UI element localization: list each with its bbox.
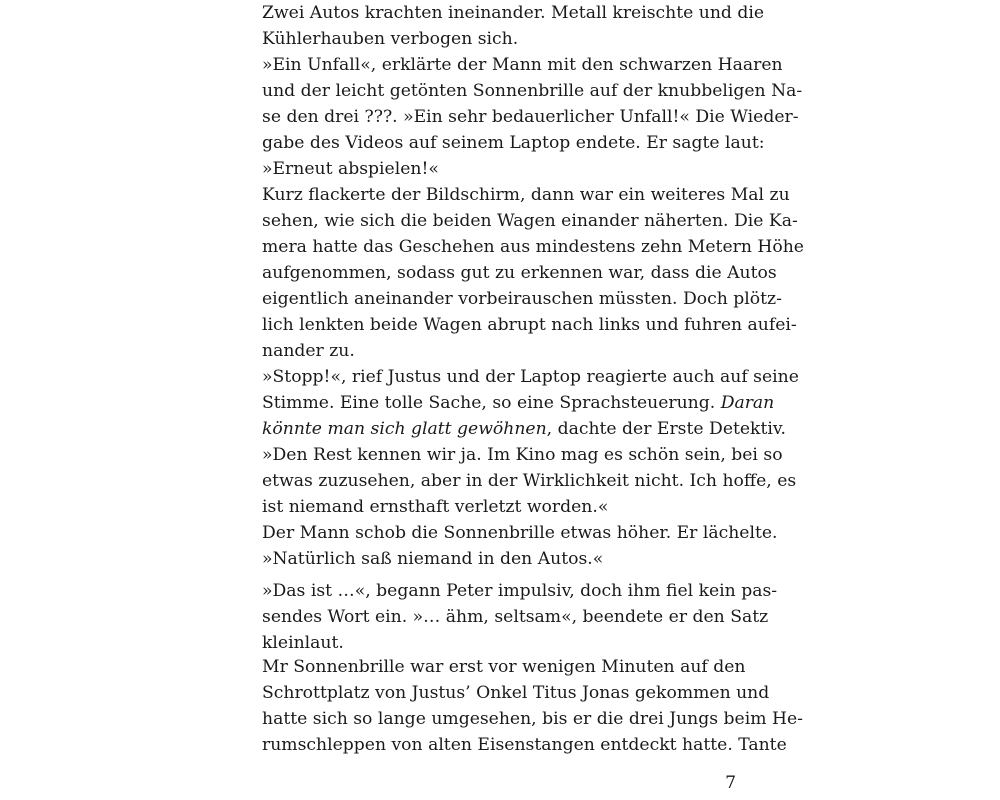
line-text: und der leicht getönten Sonnenbrille auf der knubbeligen Na-	[262, 81, 803, 101]
italic-text: könnte man sich glatt gewöhnen	[262, 419, 547, 439]
line-text: »Ein Unfall«, erklärte der Mann mit den schwarzen Haaren	[262, 55, 783, 75]
text-line	[262, 260, 777, 286]
line-text: Schrottplatz von Justus’ Onkel Titus Jonas gekommen und	[262, 683, 770, 703]
text-line	[262, 442, 783, 468]
text-line	[262, 182, 790, 208]
text-line	[262, 494, 736, 520]
line-text: »Natürlich saß niemand in den Autos.«	[262, 549, 604, 569]
text-line	[262, 26, 736, 52]
text-line	[262, 390, 775, 416]
text-line	[262, 654, 746, 680]
line-text: etwas zuzusehen, aber in der Wirklichkeit nicht. Ich hoffe, es	[262, 471, 797, 491]
line-text: Kühlerhauben verbogen sich.	[262, 29, 519, 49]
line-text: Zwei Autos krachten ineinander. Metall kreischte und die	[262, 3, 765, 23]
text-line	[262, 52, 783, 78]
line-text: »Das ist …«, begann Peter impulsiv, doch ihm fiel kein pas-	[262, 581, 778, 601]
line-text: »Stopp!«, rief Justus und der Laptop reagierte auch auf seine	[262, 367, 799, 387]
line-text: ist niemand ernsthaft verletzt worden.«	[262, 497, 609, 517]
text-line	[262, 416, 787, 442]
text-line	[262, 156, 736, 182]
italic-text: Daran	[720, 393, 775, 413]
page-number: 7	[725, 773, 736, 793]
text-line	[262, 680, 770, 706]
text-line	[262, 130, 765, 156]
text-line	[262, 706, 803, 732]
line-text: »Erneut abspielen!«	[262, 159, 439, 179]
line-text: gabe des Videos auf seinem Laptop endete. Er sagte laut:	[262, 133, 765, 153]
text-line	[262, 546, 736, 572]
line-text: rumschleppen von alten Eisenstangen entdeckt hatte. Tante	[262, 735, 787, 755]
line-text: lich lenkten beide Wagen abrupt nach links und fuhren aufei-	[262, 315, 797, 335]
line-text: Stimme. Eine tolle Sache, so eine Sprachsteuerung.	[262, 393, 721, 413]
line-text: Der Mann schob die Sonnenbrille etwas höher. Er lächelte.	[262, 523, 778, 543]
line-text: se den drei ???. »Ein sehr bedauerlicher Unfall!« Die Wieder-	[262, 107, 799, 127]
text-line	[262, 208, 798, 234]
text-line	[262, 732, 787, 758]
text-line	[262, 312, 797, 338]
text-line	[262, 630, 736, 656]
line-text: hatte sich so lange umgesehen, bis er die drei Jungs beim He-	[262, 709, 803, 729]
text-line	[262, 364, 799, 390]
text-line	[262, 338, 736, 364]
text-line	[262, 468, 797, 494]
text-line	[262, 286, 782, 312]
text-line	[262, 520, 778, 546]
line-text: kleinlaut.	[262, 633, 344, 653]
line-text: aufgenommen, sodass gut zu erkennen war, dass die Autos	[262, 263, 777, 283]
text-line	[262, 578, 778, 604]
text-line	[262, 104, 799, 130]
text-line	[262, 78, 803, 104]
line-text: Mr Sonnenbrille war erst vor wenigen Minuten auf den	[262, 657, 746, 677]
text-line	[262, 0, 765, 26]
text-line	[262, 604, 769, 630]
line-text: sehen, wie sich die beiden Wagen einander näherten. Die Ka-	[262, 211, 798, 231]
text-line	[262, 234, 804, 260]
line-text: eigentlich aneinander vorbeirauschen müssten. Doch plötz-	[262, 289, 782, 309]
line-text: Kurz flackerte der Bildschirm, dann war ein weiteres Mal zu	[262, 185, 790, 205]
line-text: »Den Rest kennen wir ja. Im Kino mag es schön sein, bei so	[262, 445, 783, 465]
line-text: nander zu.	[262, 341, 355, 361]
line-text: sendes Wort ein. »… ähm, seltsam«, beendete er den Satz	[262, 607, 769, 627]
line-text: mera hatte das Geschehen aus mindestens zehn Metern Höhe	[262, 237, 804, 257]
line-text: , dachte der Erste Detektiv.	[546, 419, 787, 439]
